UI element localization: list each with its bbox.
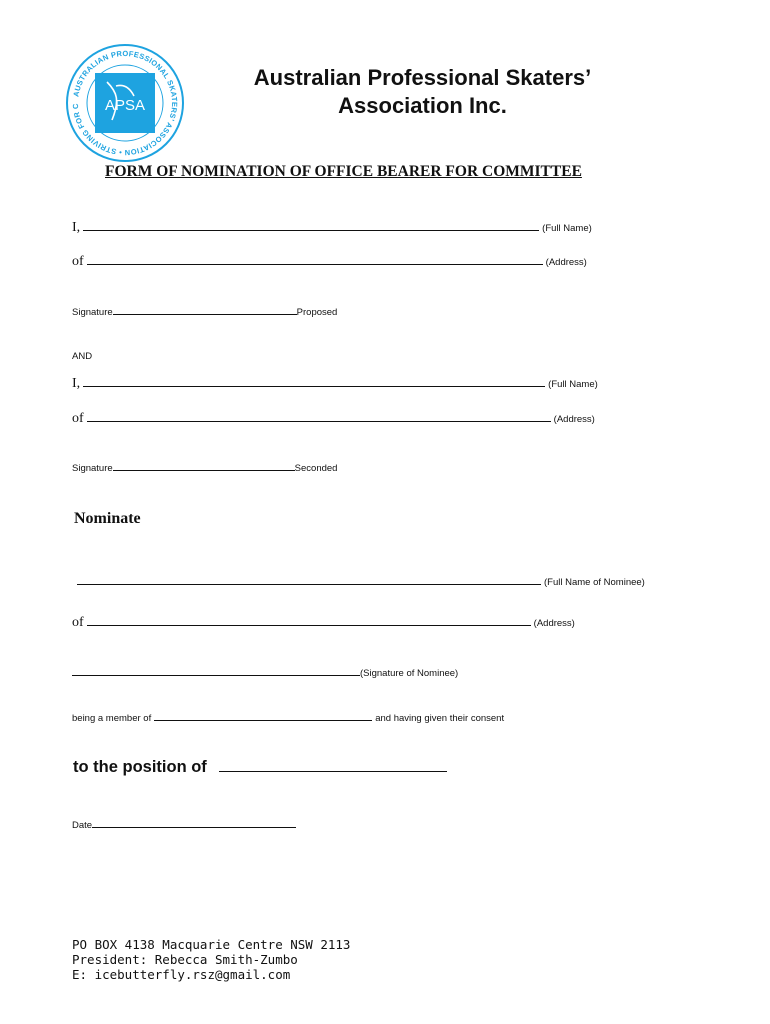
seconded-label: Seconded [294, 463, 338, 474]
date-label: Date [72, 820, 93, 831]
seconder-signature-field[interactable] [113, 470, 295, 471]
nominee-signature-hint: (Signature of Nominee) [360, 668, 459, 679]
proposer-name-field[interactable] [83, 230, 539, 231]
form-title: FORM OF NOMINATION OF OFFICE BEARER FOR COMMITTEE [105, 163, 582, 180]
title-line-2: Association Inc. [338, 93, 507, 118]
full-name-hint: (Full Name) [548, 379, 598, 390]
i-label: I, [72, 220, 81, 235]
signature-label: Signature [72, 307, 113, 318]
logo-text: APSA [104, 97, 146, 114]
proposer-address-row [72, 252, 587, 270]
of-label: of [72, 254, 84, 269]
and-label: AND [72, 351, 93, 362]
member-prefix: being a member of [72, 713, 152, 724]
date-row [72, 820, 296, 831]
member-suffix: and having given their consent [375, 713, 505, 724]
address-hint: (Address) [533, 618, 575, 629]
nominee-name-field[interactable] [77, 584, 541, 585]
seconder-signature-row [72, 463, 337, 474]
proposer-signature-row [72, 307, 337, 318]
proposer-name-row [72, 218, 592, 236]
position-label: to the position of [73, 758, 207, 776]
proposer-address-field[interactable] [87, 264, 543, 265]
title-line-1: Australian Professional Skaters’ [253, 65, 592, 90]
of-label: of [72, 615, 84, 630]
logo-emblem [62, 40, 188, 166]
membership-field[interactable] [154, 720, 372, 721]
proposed-label: Proposed [296, 307, 338, 318]
footer-email: E: icebutterfly.rsz@gmail.com [72, 967, 291, 982]
footer-contact [72, 937, 350, 982]
nominee-address-field[interactable] [87, 625, 531, 626]
logo-ring-text: AUSTRALIAN PROFESSIONAL SKATERS' ASSOCIATION • STRIVING FOR C [70, 48, 180, 158]
signature-label: Signature [72, 463, 113, 474]
nominee-signature-row [72, 668, 458, 679]
position-row [73, 758, 450, 777]
nominee-signature-field[interactable] [72, 675, 360, 676]
seconder-name-row [72, 374, 598, 392]
nominee-full-name-hint: (Full Name of Nominee) [544, 577, 645, 588]
of-label: of [72, 411, 84, 426]
date-field[interactable] [92, 827, 296, 828]
full-name-hint: (Full Name) [542, 223, 592, 234]
footer-president: President: Rebecca Smith-Zumbo [72, 952, 298, 967]
seconder-address-row [72, 409, 595, 427]
page-title [205, 64, 640, 120]
position-field[interactable] [219, 771, 447, 772]
membership-row [72, 713, 504, 724]
seconder-address-field[interactable] [87, 421, 551, 422]
nominee-name-row [74, 572, 645, 590]
apsa-logo [62, 40, 188, 166]
footer-address: PO BOX 4138 Macquarie Centre NSW 2113 [72, 937, 351, 952]
address-hint: (Address) [545, 257, 587, 268]
nominate-heading: Nominate [74, 510, 141, 527]
i-label: I, [72, 376, 81, 391]
seconder-name-field[interactable] [83, 386, 545, 387]
nominee-address-row [72, 613, 575, 631]
proposer-signature-field[interactable] [113, 314, 297, 315]
address-hint: (Address) [553, 414, 595, 425]
